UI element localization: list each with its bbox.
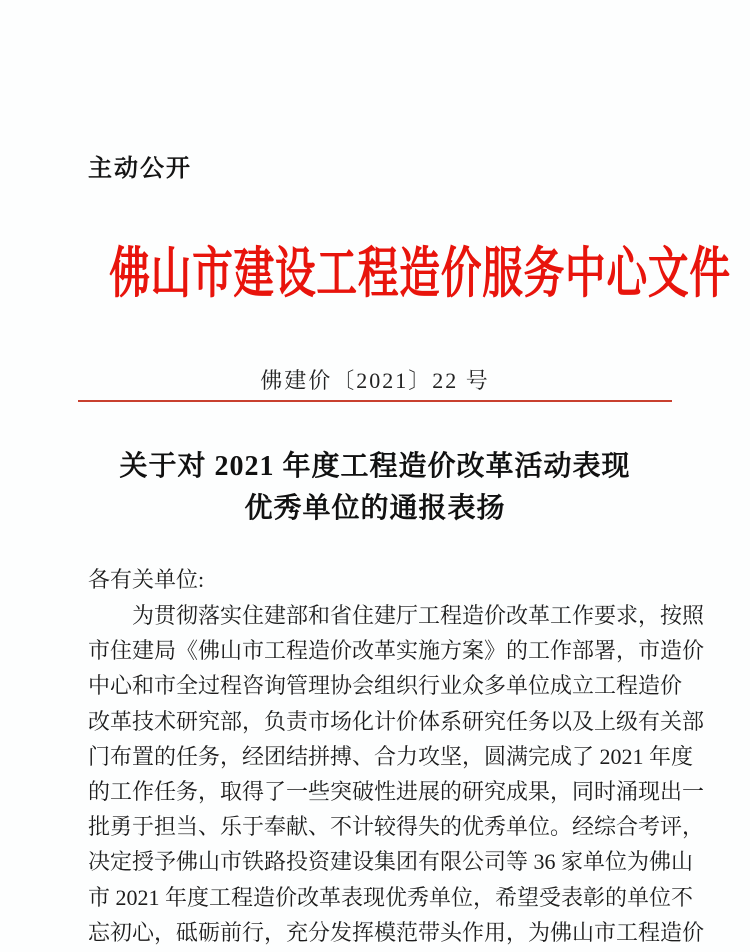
body-line: 忘初心，砥砺前行，充分发挥模范带头作用，为佛山市工程造价 — [88, 919, 705, 945]
body-line: 改革技术研究部，负责市场化计价体系研究任务以及上级有关部 — [88, 708, 705, 734]
salutation: 各有关单位: — [88, 567, 205, 592]
body-line: 市住建局《佛山市工程造价改革实施方案》的工作部署，市造价 — [88, 638, 705, 664]
document-title — [0, 446, 750, 530]
document-number: 佛建价〔2021〕22 号 — [260, 368, 490, 393]
document-title-line-1: 关于对 2021 年度工程造价改革活动表现 — [119, 451, 631, 482]
body-line: 市 2021 年度工程造价改革表现优秀单位，希望受表彰的单位不 — [88, 884, 694, 910]
body-line: 决定授予佛山市铁路投资建设集团有限公司等 36 家单位为佛山 — [88, 849, 694, 875]
body-line: 为贯彻落实住建部和省住建厅工程造价改革工作要求，按照 — [132, 603, 705, 628]
body-line: 门布置的任务，经团结拼搏、合力攻坚，圆满完成了 2021 年度 — [88, 743, 694, 769]
red-separator-rule — [78, 400, 672, 402]
agency-header — [0, 238, 750, 324]
body-line: 的工作任务，取得了一些突破性进展的研究成果，同时涌现出一 — [88, 778, 705, 804]
body-paragraph — [88, 598, 705, 950]
disclosure-label: 主动公开 — [88, 155, 192, 182]
document-title-line-2: 优秀单位的通报表扬 — [244, 493, 506, 524]
agency-header-text: 佛山市建设工程造价服务中心文件 — [109, 243, 731, 304]
body-line: 中心和市全过程咨询管理协会组织行业众多单位成立工程造价 — [88, 673, 683, 699]
body-line: 批勇于担当、乐于奉献、不计较得失的优秀单位。经综合考评， — [88, 814, 705, 840]
